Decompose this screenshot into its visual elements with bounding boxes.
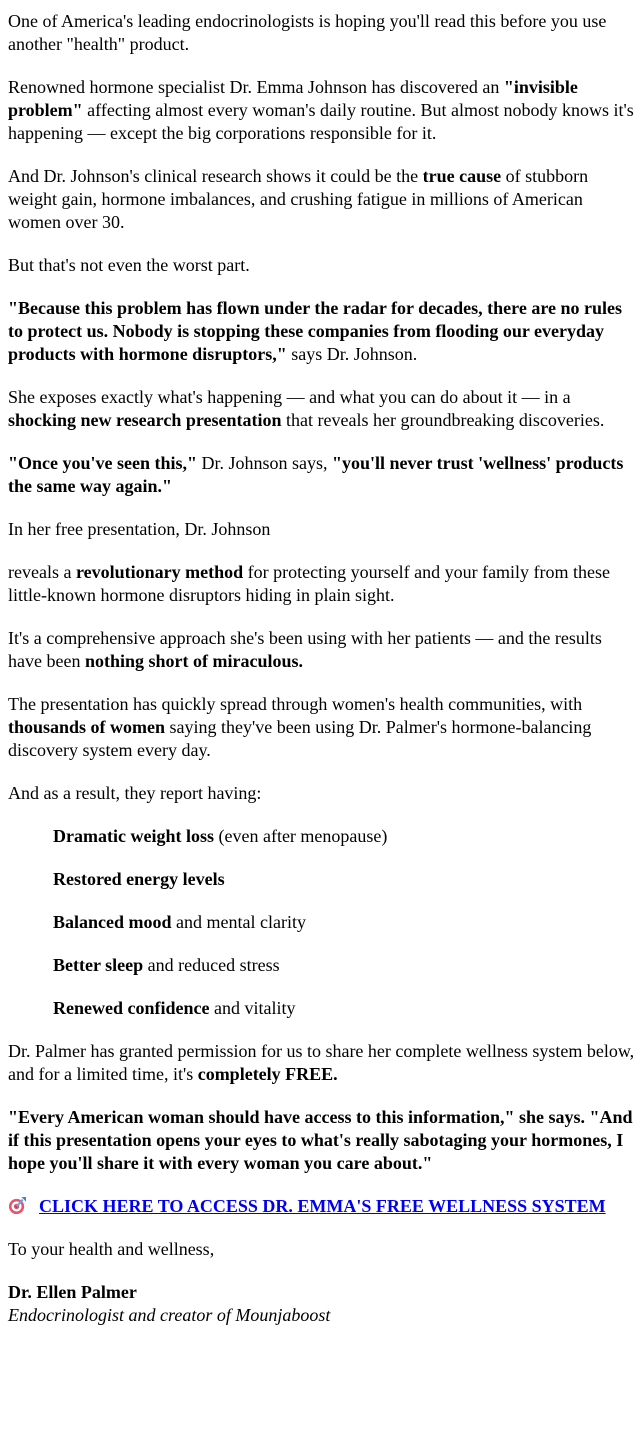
paragraph <box>8 452 635 498</box>
text: In her free presentation, Dr. Johnson <box>8 519 271 539</box>
text: and vitality <box>209 998 296 1018</box>
text: (even after menopause) <box>213 826 388 846</box>
bold-text: "Because this problem has flown under the radar for decades, there are no rules to protect us. Nobody is stopping these companies from flooding our everyday products with hormone disruptors," <box>8 298 622 364</box>
dartboard-icon <box>8 1196 27 1215</box>
bold-text: "invisible problem" <box>8 77 578 120</box>
bold-text: revolutionary method <box>75 562 244 582</box>
bold-text: Renewed confidence <box>53 998 210 1018</box>
text: affecting almost every woman's daily routine. But almost nobody knows it's happening — except the big corporations responsible for it. <box>8 100 634 143</box>
bold-text: shocking new research presentation <box>8 410 282 430</box>
signature-title: Endocrinologist and creator of Mounjaboost <box>8 1305 331 1325</box>
paragraph <box>8 782 635 805</box>
intro-paragraphs <box>8 10 635 805</box>
text: She exposes exactly what's happening — and what you can do about it — in a <box>8 387 571 407</box>
benefit-item <box>53 997 635 1020</box>
bold-text: "Once you've seen this," <box>8 453 197 473</box>
text: The presentation has quickly spread through women's health communities, with <box>8 694 583 714</box>
paragraph <box>8 254 635 277</box>
paragraph <box>8 165 635 234</box>
signature-name: Dr. Ellen Palmer <box>8 1282 137 1302</box>
cta-link[interactable] <box>8 1196 606 1216</box>
text: and reduced stress <box>143 955 280 975</box>
bold-text: "Every American woman should have access to this information," she says. "And if this presentation opens your eyes to what's really sabotaging your hormones, I hope you'll share it with every woman you care about." <box>8 1107 633 1173</box>
paragraph <box>8 627 635 673</box>
text: But that's not even the worst part. <box>8 255 250 275</box>
bold-text: "you'll never trust 'wellness' products the same way again." <box>8 453 624 496</box>
benefit-item <box>53 868 635 891</box>
paragraph <box>8 1106 635 1175</box>
benefit-item <box>53 954 635 977</box>
paragraph <box>8 297 635 366</box>
bold-text: thousands of women <box>8 717 166 737</box>
cta-paragraph <box>8 1195 635 1218</box>
paragraph <box>8 1040 635 1086</box>
text: Dr. Johnson says, <box>196 453 332 473</box>
text: says Dr. Johnson. <box>286 344 418 364</box>
text: for protecting yourself and your family from these little-known hormone disruptors hiding in plain sight. <box>8 562 611 605</box>
text: Renowned hormone specialist Dr. Emma Johnson has discovered an <box>8 77 504 97</box>
text: And as a result, they report having: <box>8 783 262 803</box>
text: It's a comprehensive approach she's been using with her patients — and the results have been <box>8 628 602 671</box>
paragraph <box>8 518 635 541</box>
text: And Dr. Johnson's clinical research shows it could be the <box>8 166 423 186</box>
valediction: To your health and wellness, <box>8 1239 215 1259</box>
paragraph <box>8 10 635 56</box>
bold-text: Better sleep <box>53 955 144 975</box>
bold-text: true cause <box>422 166 502 186</box>
bold-text: completely FREE. <box>197 1064 338 1084</box>
text: and mental clarity <box>171 912 306 932</box>
bold-text: nothing short of miraculous. <box>84 651 303 671</box>
paragraph <box>8 561 635 607</box>
text: One of America's leading endocrinologists is hoping you'll read this before you use another "health" product. <box>8 11 607 54</box>
paragraph <box>8 693 635 762</box>
benefit-item <box>53 911 635 934</box>
text: of stubborn weight gain, hormone imbalances, and crushing fatigue in millions of American women over 30. <box>8 166 589 232</box>
bold-text: Balanced mood <box>53 912 172 932</box>
benefits-list <box>8 825 635 1020</box>
bold-text: Dramatic weight loss <box>53 826 214 846</box>
paragraph <box>8 76 635 145</box>
text: that reveals her groundbreaking discoveries. <box>281 410 605 430</box>
text: Dr. Palmer has granted permission for us to share her complete wellness system below, and for a limited time, it's <box>8 1041 635 1084</box>
text: reveals a <box>8 562 76 582</box>
bold-text: Restored energy levels <box>53 869 225 889</box>
benefit-item <box>53 825 635 848</box>
paragraph <box>8 386 635 432</box>
text: saying they've been using Dr. Palmer's hormone-balancing discovery system every day. <box>8 717 592 760</box>
signature <box>8 1281 635 1327</box>
closing-paragraphs <box>8 1040 635 1175</box>
cta-label: CLICK HERE TO ACCESS DR. EMMA'S FREE WELLNESS SYSTEM <box>39 1196 606 1216</box>
